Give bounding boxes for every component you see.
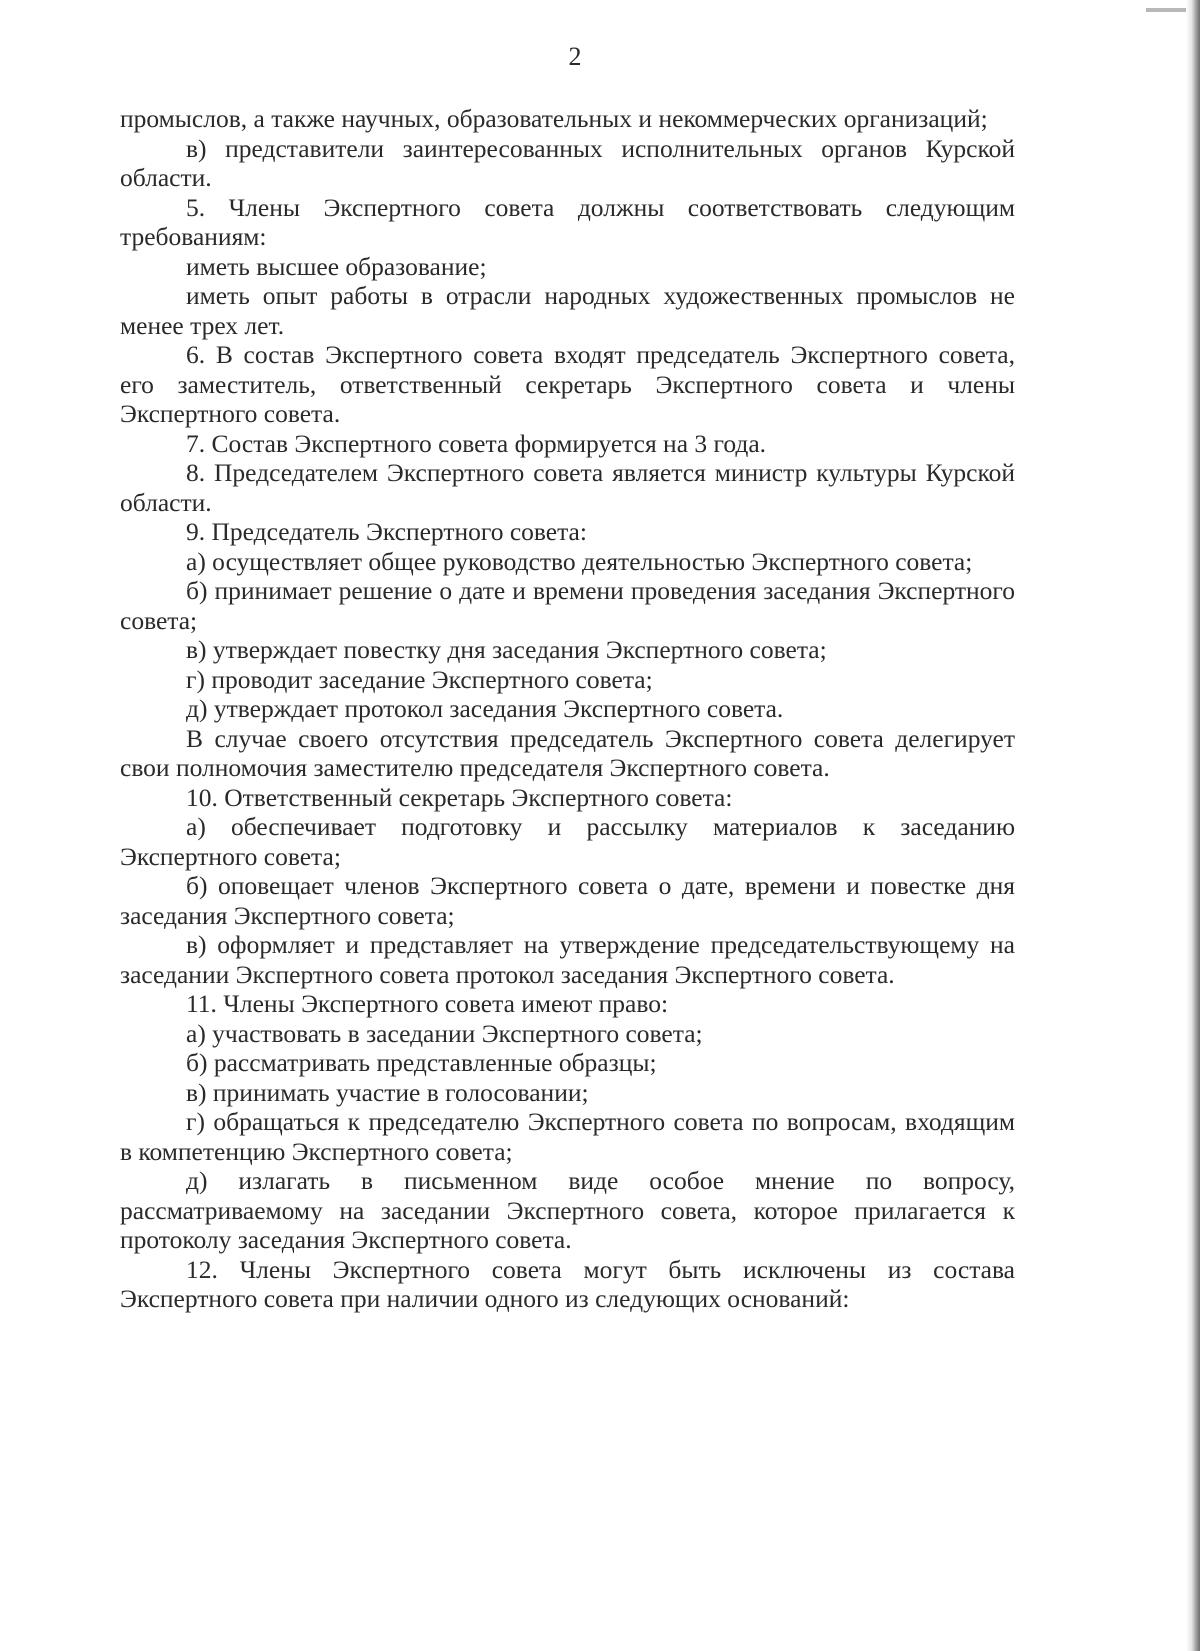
- paragraph: 12. Члены Экспертного совета могут быть исключены из состава Экспертного совета при наличии одного из следующих оснований:: [120, 1254, 1015, 1313]
- paragraph: 9. Председатель Экспертного совета:: [186, 517, 587, 546]
- paragraph: а) обеспечивает подготовку и рассылку материалов к заседанию Экспертного совета;: [120, 812, 1015, 871]
- paragraph: 10. Ответственный секретарь Экспертного совета:: [186, 782, 733, 812]
- paragraph: д) утверждает протокол заседания Экспертного совета.: [186, 694, 784, 723]
- paragraph: 8. Председателем Экспертного совета является министр культуры Курской области.: [120, 458, 1015, 517]
- paragraph: б) принимает решение о дате и времени проведения заседания Экспертного совета;: [120, 576, 1015, 635]
- paragraph: в) утверждает повестку дня заседания Экспертного совета;: [186, 635, 827, 664]
- paragraph: 11. Члены Экспертного совета имеют право:: [186, 989, 669, 1018]
- scan-page-edge: [1186, 0, 1200, 1651]
- page-number: 2: [568, 42, 582, 71]
- paragraph: в) принимать участие в голосовании;: [186, 1077, 589, 1107]
- paragraph: 5. Члены Экспертного совета должны соответствовать следующим требованиям:: [120, 192, 1015, 251]
- paragraph: иметь опыт работы в отрасли народных художественных промыслов не менее трех лет.: [120, 281, 1015, 340]
- paragraph: промыслов, а также научных, образовательных и некоммерческих организаций;: [120, 104, 988, 133]
- paragraph: г) обращаться к председателю Экспертного совета по вопросам, входящим в компетенцию Экспертного совета;: [120, 1107, 1015, 1166]
- paragraph: г) проводит заседание Экспертного совета;: [186, 664, 653, 694]
- paragraph: б) оповещает членов Экспертного совета о дате, времени и повестке дня заседания Экспертного совета;: [120, 871, 1015, 930]
- paragraph: в) представители заинтересованных исполнительных органов Курской области.: [120, 133, 1015, 192]
- paragraph: д) излагать в письменном виде особое мнение по вопросу, рассматриваемому на заседании Экспертного совета, которое прилагается к протоколу заседания Экспертного совета.: [120, 1166, 1015, 1254]
- paragraph: 6. В состав Экспертного совета входят председатель Экспертного совета, его заместитель, ответственный секретарь Экспертного совета и члены Экспертного совета.: [120, 340, 1015, 428]
- paragraph: б) рассматривать представленные образцы;: [186, 1048, 657, 1077]
- paragraph: а) осуществляет общее руководство деятельностью Экспертного совета;: [186, 546, 973, 576]
- paragraph: в) оформляет и представляет на утверждение председательствующему на заседании Экспертного совета протокол заседания Экспертного совета.: [120, 930, 1015, 989]
- paragraph: а) участвовать в заседании Экспертного совета;: [186, 1018, 703, 1048]
- scan-edge-mark: [1146, 8, 1186, 12]
- paragraph: иметь высшее образование;: [186, 251, 487, 281]
- paragraph: 7. Состав Экспертного совета формируется на 3 года.: [186, 428, 767, 458]
- document-body: [120, 104, 1015, 1314]
- paragraph: В случае своего отсутствия председатель Экспертного совета делегирует свои полномочия заместителю председателя Экспертного совета.: [120, 723, 1015, 782]
